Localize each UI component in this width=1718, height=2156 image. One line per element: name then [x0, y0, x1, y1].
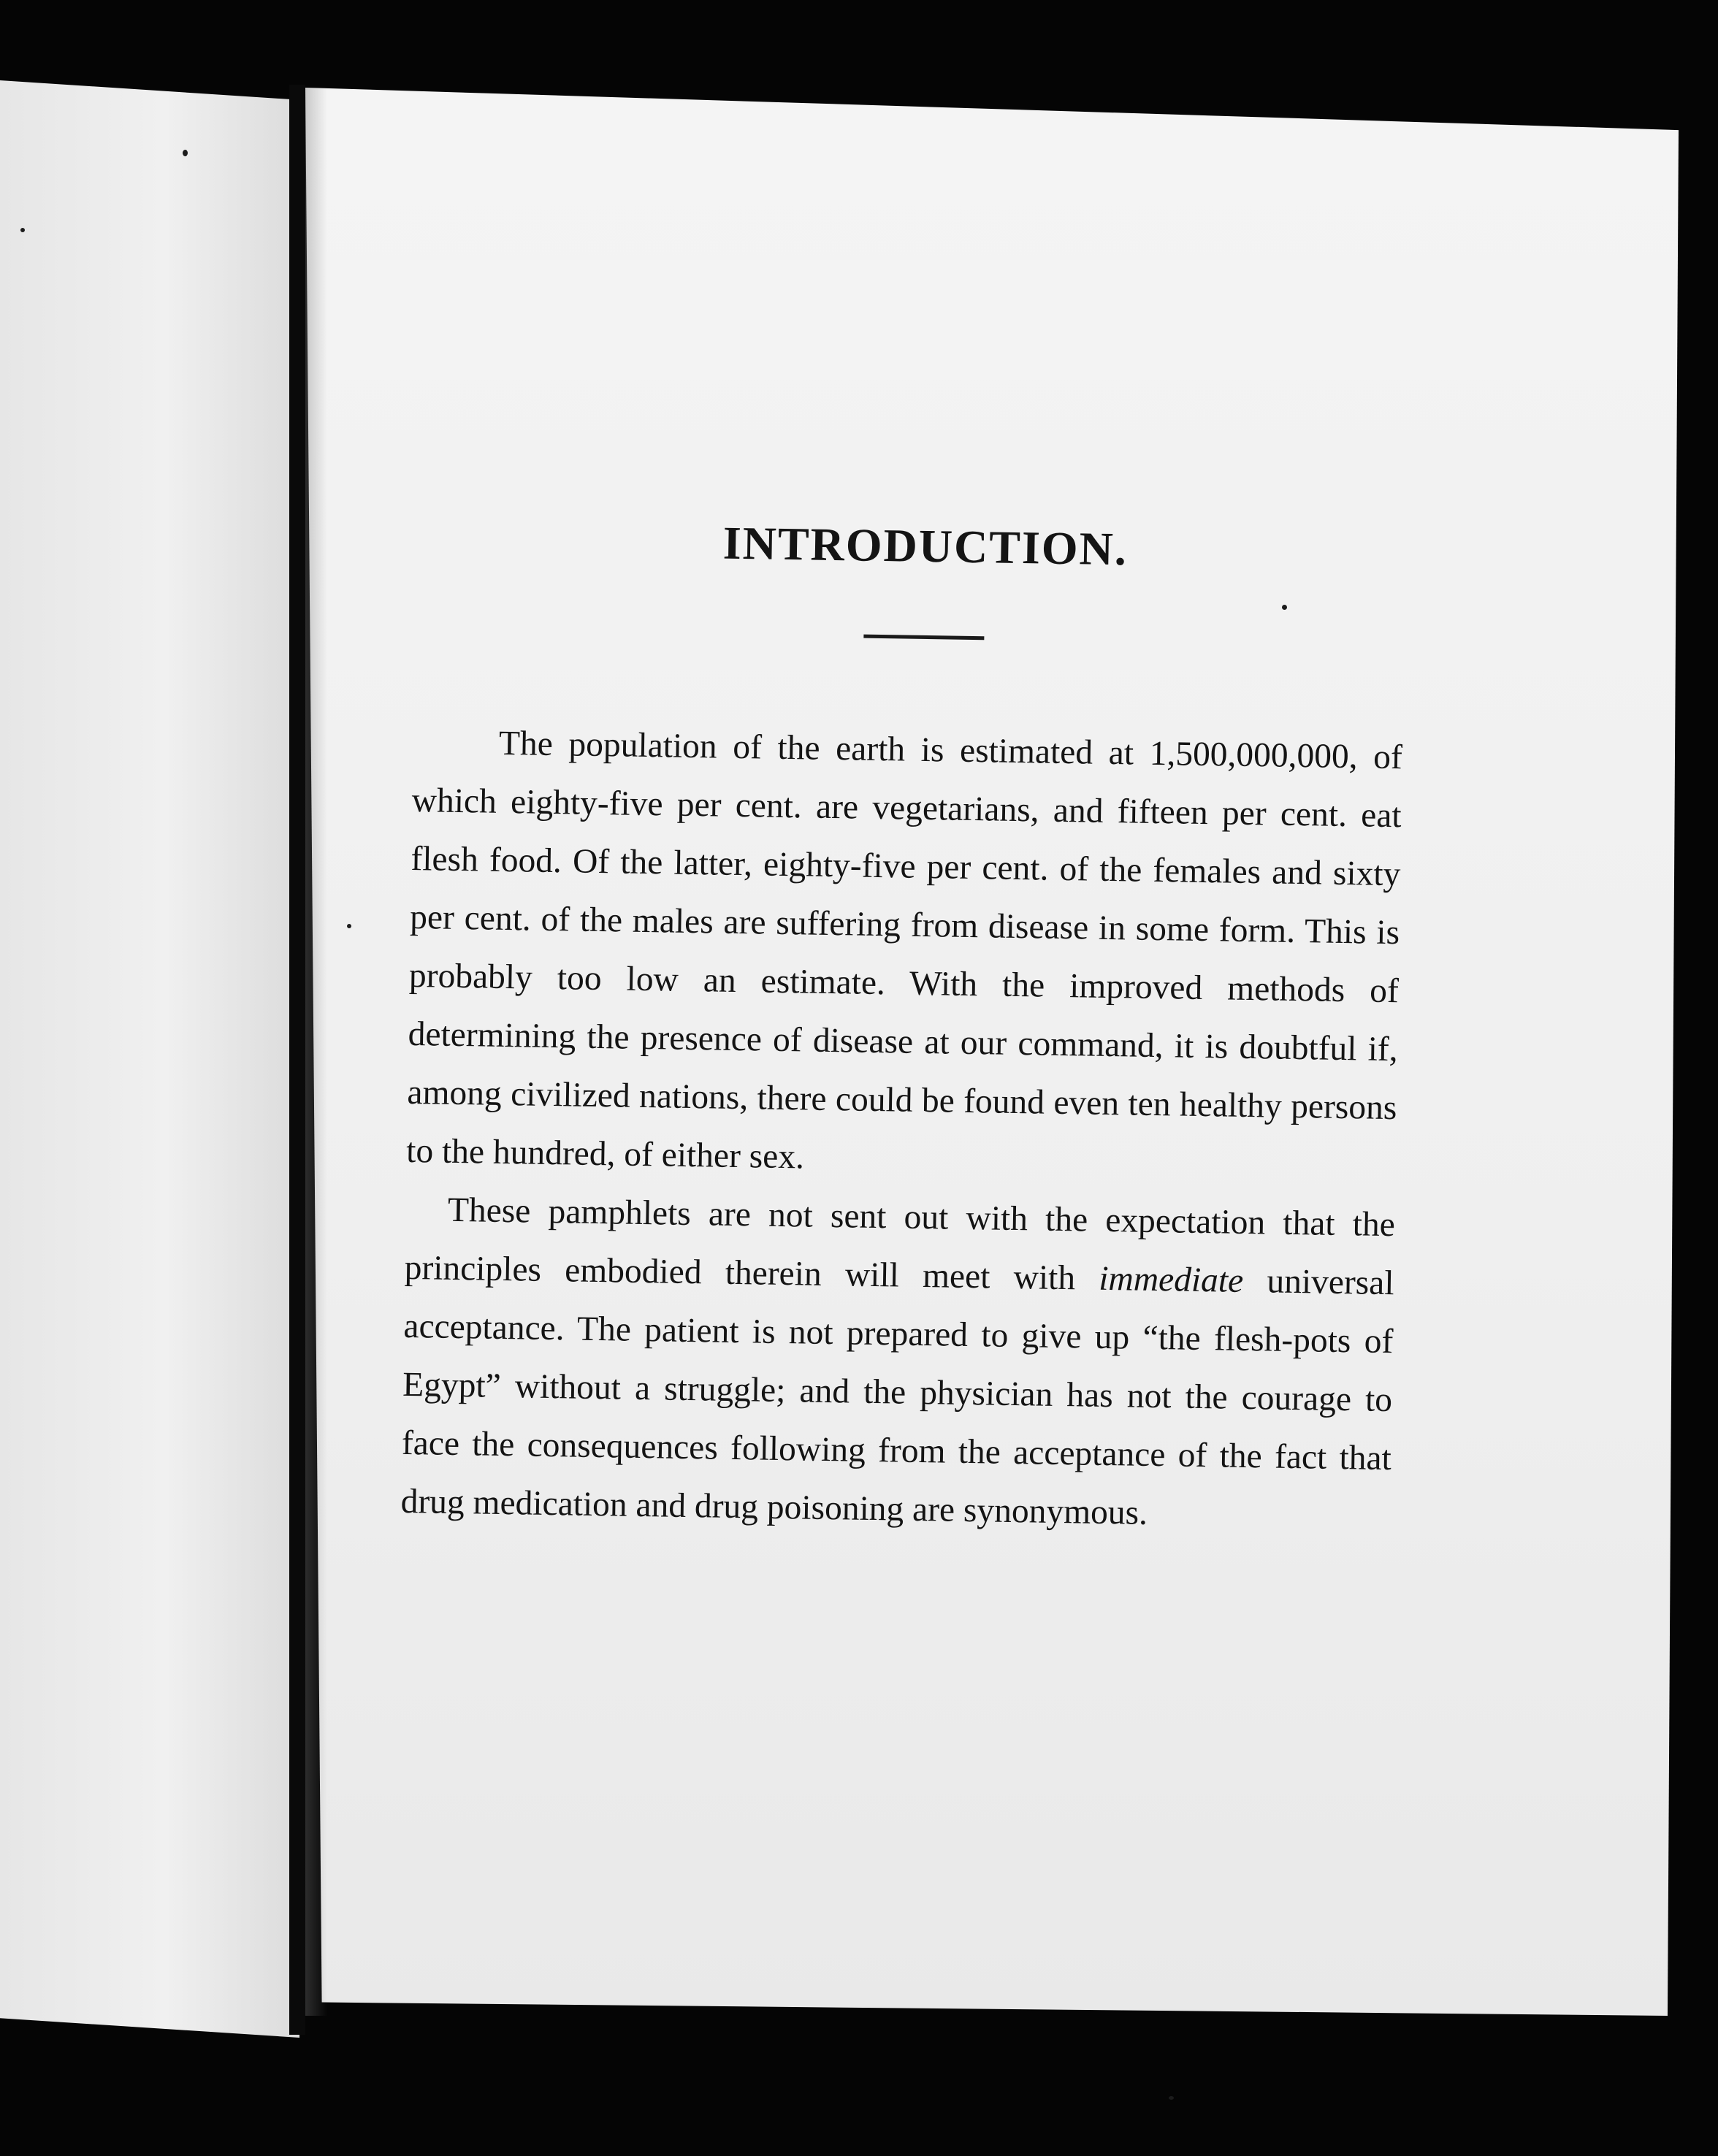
- binding-gutter: [289, 85, 305, 2035]
- dust-speck: [183, 150, 188, 156]
- paragraph-1: The population of the earth is estimated at 1,500,000,000, of which eighty-five per cent. are vegetarians, and fifteen per cent. eat flesh food. Of the latter, eighty-five per cent. of the females and sixty per cent. of the males are suffering from disease in some form. This is probably too low an estimate. With the improved methods of determining the presence of disease at our command, it is doubtful if, among civilized nations, there could be found even ten healthy persons to the hundred, of either sex.: [405, 724, 1403, 1177]
- facing-page: [0, 80, 299, 2038]
- paragraph-2-text-before: These pamphlets are not sent out with the expectation that the principles embodied therein will meet with: [404, 1190, 1396, 1298]
- paragraph-2-emphasis: immediate: [1098, 1259, 1244, 1300]
- page-content: [400, 511, 1406, 1546]
- title-rule: [863, 635, 984, 641]
- dust-speck: [1169, 2096, 1174, 2100]
- dust-speck: [20, 228, 25, 232]
- page-title: INTRODUCTION.: [722, 516, 1129, 576]
- paragraph-2-text-after: universal acceptance. The patient is not prepared to give up “the flesh-pots of Egypt” without a struggle; and the physician has not the courage to face the consequences following from the acceptance of the fact that drug medication and drug poisoning are synonymous.: [400, 1261, 1394, 1532]
- paragraph-2: [400, 1180, 1395, 1546]
- page-edge-shadow: [305, 88, 327, 2016]
- dust-speck: [347, 924, 351, 928]
